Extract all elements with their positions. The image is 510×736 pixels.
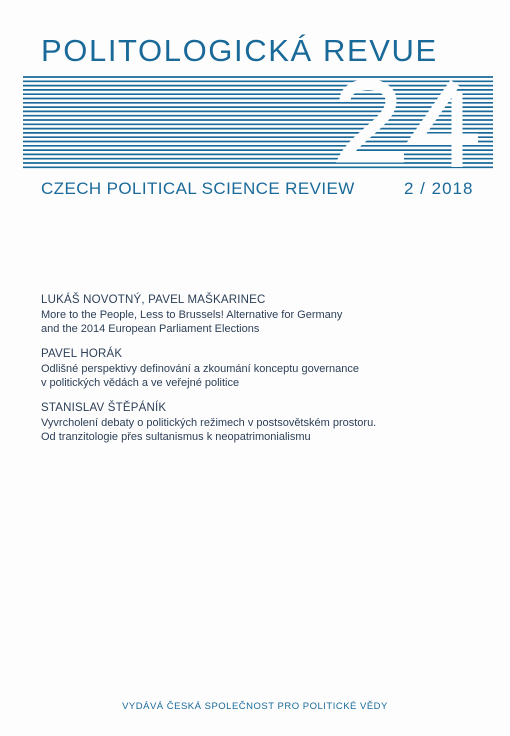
article-authors: LUKÁŠ NOVOTNÝ, PAVEL MAŠKARINEC: [41, 294, 266, 306]
article-title-line: Od tranzitologie přes sultanismus k neopatrimonialismu: [41, 431, 311, 443]
article-entry: [41, 401, 481, 444]
article-authors: STANISLAV ŠTĚPÁNÍK: [41, 402, 167, 414]
article-title: [41, 416, 481, 444]
article-title: [41, 362, 481, 390]
article-title-line: Odlišné perspektivy definování a zkoumání konceptu governance: [41, 363, 359, 375]
article-title-line: v politických vědách a ve veřejné politice: [41, 377, 240, 389]
article-title-line: and the 2014 European Parliament Elections: [41, 323, 260, 335]
contents-list: [41, 293, 481, 455]
publisher-line: VYDÁVÁ ČESKÁ SPOLEČNOST PRO POLITICKÉ VĚDY: [122, 701, 388, 712]
journal-subtitle: CZECH POLITICAL SCIENCE REVIEW: [41, 179, 355, 198]
issue-number: 2 / 2018: [404, 179, 474, 198]
article-entry: [41, 347, 481, 390]
striped-24-logo: [23, 75, 493, 170]
article-title: [41, 308, 481, 336]
article-title-line: Vyvrcholení debaty o politických režimech v postsovětském prostoru.: [41, 417, 377, 429]
article-authors: PAVEL HORÁK: [41, 348, 123, 360]
article-title-line: More to the People, Less to Brussels! Alternative for Germany: [41, 309, 343, 321]
journal-title: POLITOLOGICKÁ REVUE: [41, 33, 438, 68]
article-entry: [41, 293, 481, 336]
